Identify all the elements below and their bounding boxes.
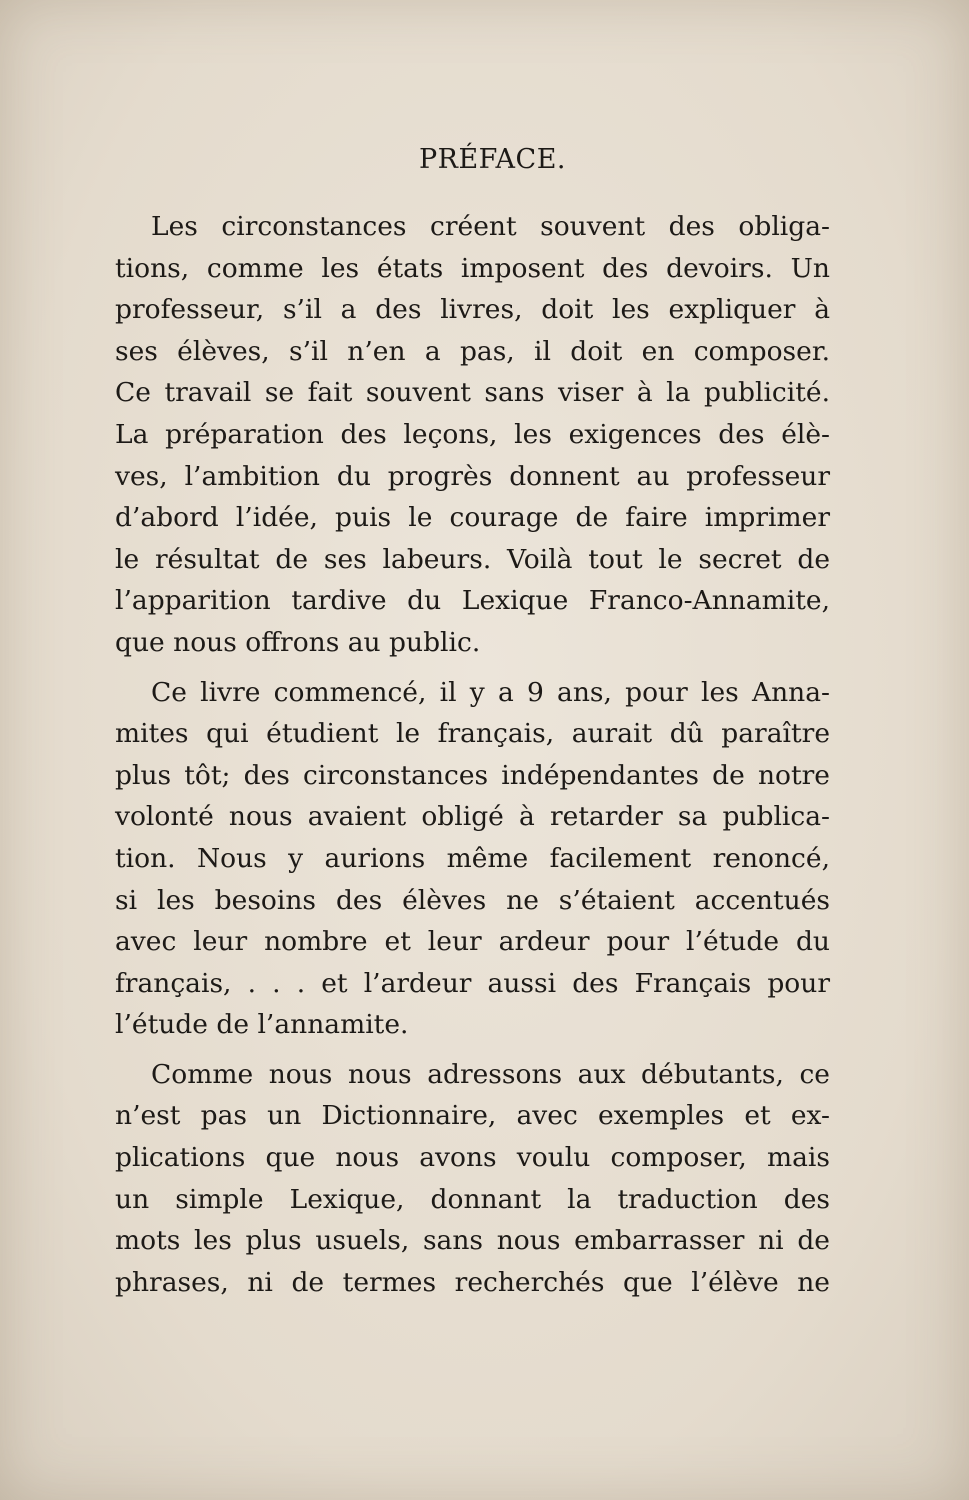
text-line: plus tôt; des circonstances indépendantes de notre — [115, 759, 830, 791]
paragraph — [115, 672, 830, 1046]
paragraph — [115, 1054, 830, 1304]
text-line: mites qui étudient le français, aurait dû paraître — [115, 718, 830, 750]
text-line: mots les plus usuels, sans nous embarrasser ni de — [115, 1225, 830, 1257]
page-title: PRÉFACE. — [418, 144, 567, 175]
text-line: l’étude de l’annamite. — [115, 1009, 409, 1041]
text-line: que nous offrons au public. — [115, 626, 481, 658]
text-line: professeur, s’il a des livres, doit les expliquer à — [115, 294, 830, 326]
text-line: si les besoins des élèves ne s’étaient accentués — [115, 884, 830, 916]
text-line: ses élèves, s’il n’en a pas, il doit en composer. — [115, 335, 830, 367]
text-line: tions, comme les états imposent des devoirs. Un — [115, 252, 830, 284]
text-line: Ce travail se fait souvent sans viser à la publicité. — [115, 377, 830, 409]
text-line: l’apparition tardive du Lexique Franco-Annamite, — [115, 585, 830, 617]
document-body — [115, 206, 830, 1303]
text-line: ves, l’ambition du progrès donnent au professeur — [115, 460, 830, 492]
text-line: Les circonstances créent souvent des obliga- — [151, 211, 830, 242]
document-page — [115, 140, 830, 1311]
text-line: tion. Nous y aurions même facilement renoncé, — [115, 842, 830, 874]
text-line: plications que nous avons voulu composer, mais — [115, 1142, 830, 1174]
text-line: le résultat de ses labeurs. Voilà tout le secret de — [115, 543, 830, 575]
text-line: un simple Lexique, donnant la traduction des — [115, 1183, 830, 1215]
text-line: français, . . . et l’ardeur aussi des Français pour — [115, 967, 830, 999]
text-line: La préparation des leçons, les exigences des élè- — [115, 418, 830, 450]
text-line: d’abord l’idée, puis le courage de faire imprimer — [115, 502, 830, 534]
text-line: phrases, ni de termes recherchés que l’élève ne — [115, 1266, 830, 1298]
text-line: volonté nous avaient obligé à retarder sa publica- — [115, 801, 830, 833]
text-line: n’est pas un Dictionnaire, avec exemples et ex- — [115, 1100, 830, 1132]
text-line: avec leur nombre et leur ardeur pour l’étude du — [115, 926, 830, 958]
text-line: Ce livre commencé, il y a 9 ans, pour les Anna- — [151, 676, 830, 708]
paragraph — [115, 206, 830, 664]
text-line: Comme nous nous adressons aux débutants, ce — [151, 1058, 830, 1090]
